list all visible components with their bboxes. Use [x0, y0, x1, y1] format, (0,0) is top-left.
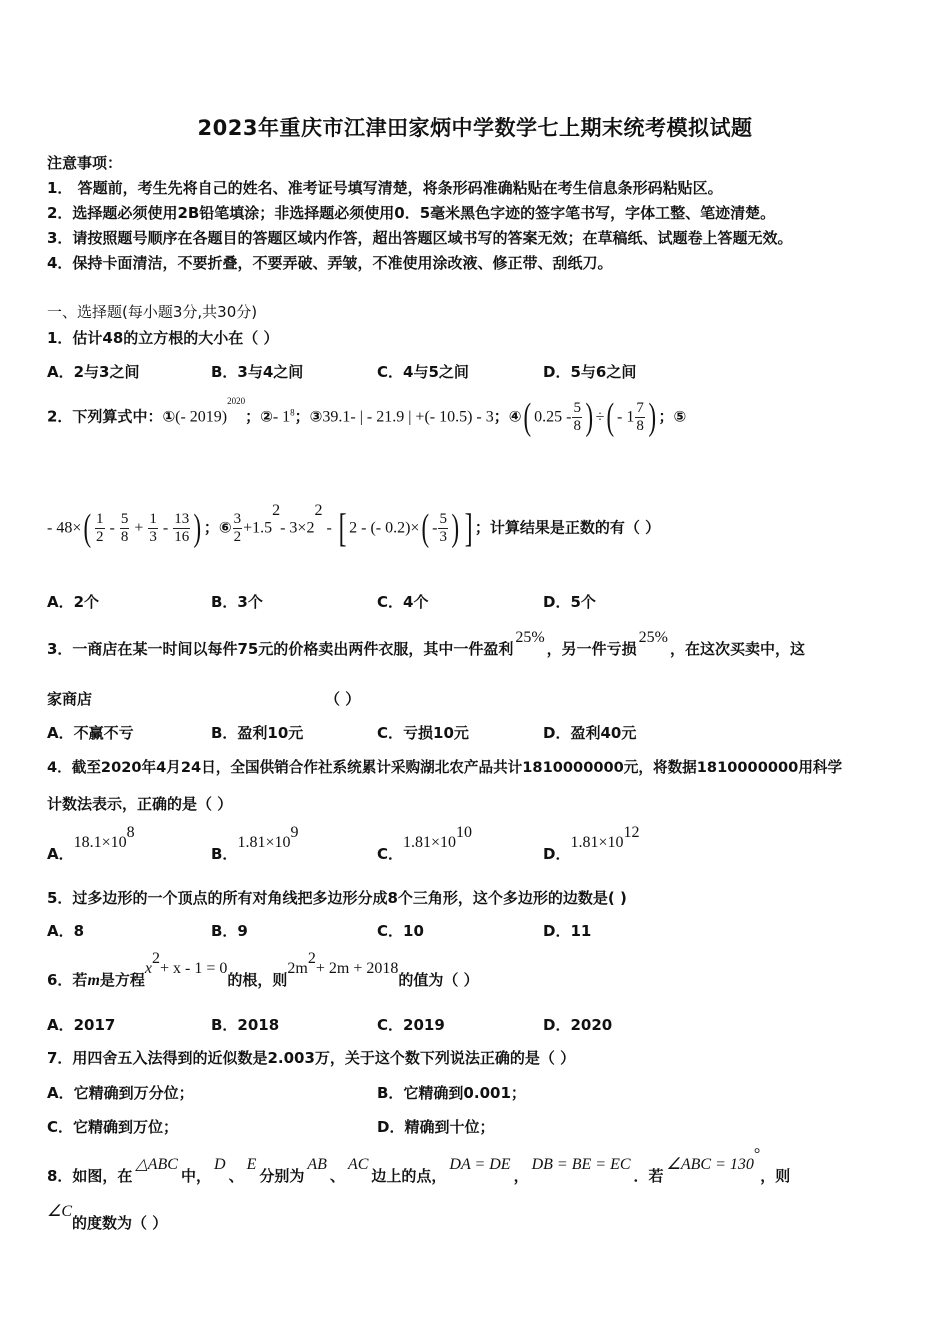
- q3-option-a[interactable]: A．不赢不亏: [47, 724, 134, 742]
- q6-eq2-a: 2m: [287, 960, 308, 977]
- q2-expr-6b-exp: 2: [314, 501, 323, 519]
- q1-option-b[interactable]: B．3与4之间: [211, 363, 304, 381]
- q2-expr-2: - 1: [272, 408, 291, 426]
- q2-sep-4: ；④: [493, 407, 522, 426]
- q2-frac-5b: $\frac{5}{8}$: [120, 510, 129, 545]
- q2-expr-4a: 0.25 -: [534, 408, 572, 426]
- q4-option-d-value: 1.81×10: [570, 834, 624, 851]
- q2-frac-5d: $\frac{13}{16}$: [174, 510, 190, 545]
- q3-stem-d: 家商店: [47, 690, 93, 708]
- q2-frac-6b: $\frac{5}{3}$: [439, 510, 447, 545]
- q3-stem-a: 3．一商店在某一时间以每件75元的价格卖出两件衣服，其中一件盈利: [47, 640, 514, 658]
- q4-stem-a: 4．截至2020年4月24日，全国供销合作社系统累计采购湖北农产品共计1810000000元，将数据1810000000用科学: [47, 759, 843, 776]
- q6-stem-c: 的根，则: [227, 971, 288, 989]
- q8-point-e: E: [246, 1156, 257, 1173]
- q6-eq1-a: x: [144, 960, 153, 977]
- q2-line-2: - 48×( $\frac{1}{2}$ - $\frac{5}{8}$ + $\frac{1}{3}$ - $\frac{13}{16}$ ) ；⑥ $\frac{3}{2}$ $+1.5^2-$ $3\times 2^2$ - [ 2 - (- 0.2)×( - $\frac{5}{3}$ ) ] ；计算结果是正数的有（ ）: [47, 501, 661, 550]
- q8-angle-c: ∠C: [47, 1203, 73, 1220]
- q8-triangle: △ABC: [135, 1156, 178, 1173]
- q4-option-b-value: 1.81×10: [237, 834, 291, 851]
- q8-line-1: 8．如图，在△ABC中，D、E分别为AB、AC边上的点，DA = DE，DB = BE = EC．若∠ABC = 130°，则: [47, 1146, 791, 1185]
- q6-eq1-b: + x - 1 = 0: [160, 960, 228, 977]
- q8-side-ac: AC: [347, 1156, 369, 1173]
- q2-prefix: 2．下列算式中：①: [47, 407, 176, 426]
- q8-eq-da-de: DA = DE: [449, 1156, 511, 1173]
- q3-stem-c: ，在这次买卖中，这: [670, 640, 806, 658]
- q5-option-b[interactable]: B．9: [211, 922, 248, 940]
- q7-option-b[interactable]: B．它精确到0.001；: [377, 1084, 526, 1102]
- q6-option-a[interactable]: A．2017: [47, 1016, 116, 1034]
- q6-var-m: m: [87, 972, 100, 989]
- page-title: 2023年重庆市江津田家炳中学数学七上期末统考模拟试题: [197, 116, 753, 140]
- q5-option-a[interactable]: A．8: [47, 922, 85, 940]
- q4-option-a[interactable]: A．$18.1\times 10^8$: [47, 824, 135, 863]
- q2-div: ÷: [595, 408, 605, 426]
- q2-frac-4b: $\frac{7}{8}$: [636, 399, 644, 434]
- q2-expr-1-exp: 2020: [227, 395, 246, 406]
- q8-angle-abc: ∠ABC = 130: [666, 1156, 754, 1173]
- q2-expr-6a-exp: 2: [272, 501, 281, 519]
- q2-line-1: 2．下列算式中：①(- 2019)$^{2020}$；②- $1^8$；③39.1- | - 21.9 | +(- 10.5) - 3；④( 0.25 - $\frac{5}{8}$ ) ÷( - 1 $\frac{7}{8}$ ) ；⑤: [47, 395, 687, 438]
- q1-option-a[interactable]: A．2与3之间: [47, 363, 140, 381]
- q6-stem-b: 是方程: [99, 971, 145, 989]
- q8-line-2: ∠C的度数为（ ）: [47, 1203, 168, 1232]
- q2-sep-6: ；⑥: [203, 518, 232, 537]
- q4-option-c[interactable]: C．$1.81\times 10^{10}$: [377, 824, 473, 863]
- q2-frac-6: $\frac{3}{2}$: [233, 510, 242, 545]
- q8-point-d: D: [214, 1156, 226, 1173]
- q4-stem-b: 计数法表示，正确的是（ ）: [47, 795, 233, 813]
- q6-eq2-b: + 2m + 2018: [315, 960, 399, 977]
- q7-stem: 7．用四舍五入法得到的近似数是2.003万，关于这个数下列说法正确的是（ ）: [47, 1049, 576, 1067]
- q2-frac-5c: $\frac{1}{3}$: [149, 510, 157, 545]
- notice-item-2: 2．选择题必须使用2B铅笔填涂；非选择题必须使用0．5毫米黑色字迹的签字笔书写，字体工整、笔迹清楚。: [47, 204, 776, 222]
- q5-option-c[interactable]: C．10: [377, 922, 424, 940]
- q2-expr-3: 39.1- | - 21.9 | +(- 10.5) - 3: [322, 408, 494, 426]
- q2-expr-4b: - 1: [617, 408, 635, 426]
- q6-line: 6．若m是方程$x^2+ x - 1 = 0$的根，则$2m^2+ 2m + 2018$的值为（ ）: [47, 950, 479, 989]
- q2-paren-open: (: [524, 396, 532, 438]
- q3-option-c[interactable]: C．亏损10元: [377, 724, 469, 742]
- q8-eq-db-be-ec: DB = BE = EC: [531, 1156, 631, 1173]
- q2-sep-3: ；③: [294, 407, 323, 426]
- q2-suffix: ；计算结果是正数的有（ ）: [474, 518, 661, 537]
- q7-option-a[interactable]: A．它精确到万分位；: [47, 1084, 194, 1102]
- q3-stem-b: ，另一件亏损: [546, 640, 637, 658]
- notice-heading: 注意事项：: [47, 154, 123, 172]
- q3-answer-paren: （ ）: [325, 690, 361, 708]
- q1-option-d[interactable]: D．5与6之间: [543, 363, 637, 381]
- q2-sep-5: ；⑤: [658, 407, 687, 426]
- q6-option-b[interactable]: B．2018: [211, 1016, 280, 1034]
- q2-expr-1: (- 2019): [175, 408, 228, 426]
- q2-expr-5a: - 48×: [47, 519, 82, 537]
- q5-stem: 5．过多边形的一个顶点的所有对角线把多边形分成8个三角形，这个多边形的边数是( ): [47, 889, 627, 907]
- q2-option-c[interactable]: C．4个: [377, 593, 429, 611]
- q2-frac-5a: $\frac{1}{2}$: [96, 510, 104, 545]
- q2-frac-4a: $\frac{5}{8}$: [573, 399, 581, 434]
- q3-line-1: [47, 629, 806, 659]
- q2-expr-2-exp: 8: [290, 407, 295, 418]
- q3-pct-2: 25%: [638, 629, 668, 646]
- q4-option-b[interactable]: B．$1.81\times 10^9$: [211, 824, 299, 863]
- q1-option-c[interactable]: C．4与5之间: [377, 363, 469, 381]
- q8-side-ab: AB: [307, 1156, 327, 1173]
- q4-option-a-value: 18.1×10: [73, 834, 127, 851]
- q3-option-d[interactable]: D．盈利40元: [543, 724, 637, 742]
- q6-stem-a: 6．若: [47, 971, 88, 989]
- q2-expr-6b: - 3×2: [280, 519, 315, 537]
- q7-option-d[interactable]: D．精确到十位；: [377, 1118, 495, 1136]
- q2-expr-6a: +1.5: [243, 519, 273, 537]
- q2-option-b[interactable]: B．3个: [211, 593, 263, 611]
- q2-option-d[interactable]: D．5个: [543, 593, 596, 611]
- notice-item-1: 1． 答题前，考生先将自己的姓名、准考证号填写清楚，将条形码准确粘贴在考生信息条形码粘贴区。: [47, 179, 723, 197]
- q2-option-a[interactable]: A．2个: [47, 593, 100, 611]
- notice-item-4: 4．保持卡面清洁，不要折叠，不要弄破、弄皱，不准使用涂改液、修正带、刮纸刀。: [47, 254, 613, 272]
- q6-stem-d: 的值为（ ）: [398, 971, 479, 989]
- q5-option-d[interactable]: D．11: [543, 922, 592, 940]
- q2-expr-6c: 2 - (- 0.2)×: [349, 519, 420, 537]
- notice-item-3: 3．请按照题号顺序在各题目的答题区域内作答，超出答题区域书写的答案无效；在草稿纸、试题卷上答题无效。: [47, 229, 793, 247]
- q6-option-c[interactable]: C．2019: [377, 1016, 445, 1034]
- q4-option-c-value: 1.81×10: [403, 834, 457, 851]
- q6-option-d[interactable]: D．2020: [543, 1016, 613, 1034]
- q7-option-c[interactable]: C．它精确到万位；: [47, 1118, 179, 1136]
- q3-pct-1: 25%: [515, 629, 545, 646]
- q2-sep-2: ；②: [245, 407, 273, 426]
- q4-option-d[interactable]: D．$1.81\times 10^{12}$: [543, 824, 640, 863]
- q1-stem: 1．估计48的立方根的大小在（ ）: [47, 329, 279, 347]
- q3-option-b[interactable]: B．盈利10元: [211, 724, 304, 742]
- section-heading: 一、选择题(每小题3分,共30分): [47, 303, 258, 321]
